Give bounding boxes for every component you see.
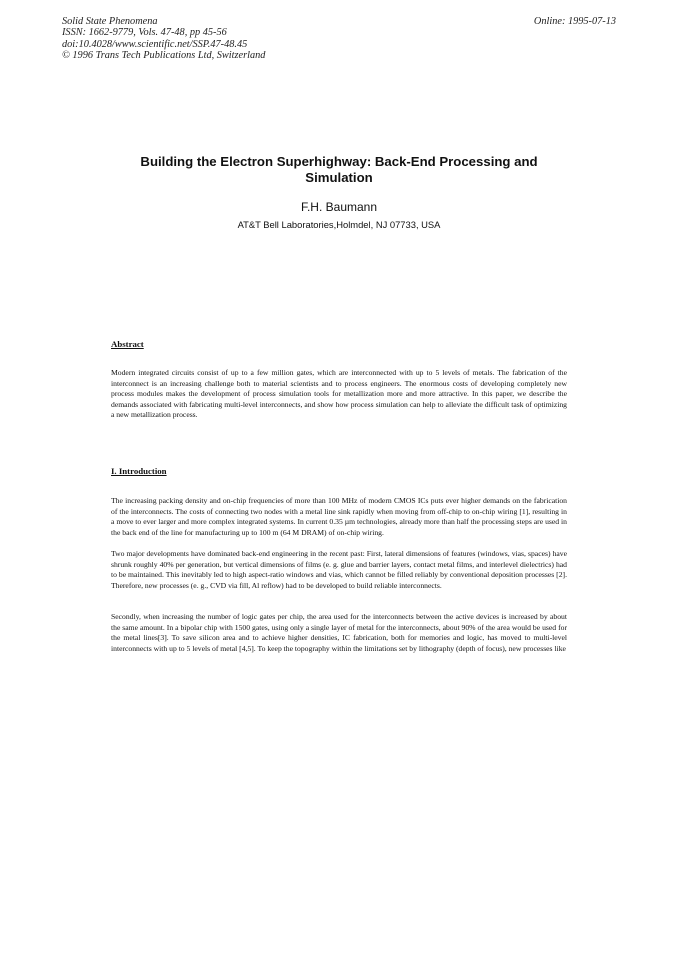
paper-title [100, 154, 578, 186]
copyright-line: © 1996 Trans Tech Publications Ltd, Switzerland [62, 50, 266, 62]
author-affiliation: AT&T Bell Laboratories,Holmdel, NJ 07733, USA [237, 219, 441, 230]
doi-line: doi:10.4028/www.scientific.net/SSP.47-48.45 [62, 38, 248, 50]
title-line-1: Building the Electron Superhighway: Back-End Processing and [140, 154, 538, 169]
abstract-text: Modern integrated circuits consist of up to a few million gates, which are interconnected with up to 5 levels of metals. The fabrication of the interconnect is an increasing challenge both to material scientists and to process engineers. The enormous costs of developing completely new process modules makes the development of process simulation tools for metallization more and more attractive. In this paper, we describe the demands associated with fabricating multi-level interconnects, and show how process simulation can help to alleviate the difficult task of optimizing a new metallization process. [111, 368, 567, 420]
journal-metadata [62, 16, 265, 62]
intro-paragraph-3: Secondly, when increasing the number of logic gates per chip, the area used for the interconnects between the active devices is increased by about the same amount. In a bipolar chip with 1500 gates, using only a single layer of metal for the interconnects, about 90% of the area would be used for the metal lines[3]. To save silicon area and to achieve higher densities, IC fabrication, both for memories and logic, has moved to multi-level interconnects with up to 5 levels of metal [4,5]. To keep the topography within the limitations set by lithography (depth of focus), new processes like [111, 612, 567, 653]
issn-line: ISSN: 1662-9779, Vols. 47-48, pp 45-56 [62, 27, 227, 39]
introduction-heading: I. Introduction [111, 466, 167, 476]
intro-paragraph-2: Two major developments have dominated back-end engineering in the recent past: First, lateral dimensions of features (windows, vias, spaces) have shrunk roughly 40% per generation, but vertical dimensions of films (e. g. glue and barrier layers, contact metal films, and interlevel dielectrics) had to be maintained. This inevitably led to high aspect-ratio windows and vias, which cannot be filled reliably by conventional deposition processes [2]. Therefore, new processes (e. g., CVD via fill, Al reflow) had to be developed to build reliable interconnects. [111, 549, 567, 590]
abstract-heading: Abstract [111, 339, 144, 349]
online-date: Online: 1995-07-13 [533, 16, 616, 27]
title-line-2: Simulation [305, 170, 373, 185]
intro-paragraph-1: The increasing packing density and on-chip frequencies of more than 100 MHz of modern CMOS ICs puts ever higher demands on the fabrication of the interconnects. The costs of connecting two nodes with a metal line sink rapidly when moving from off-chip to on-chip wiring [1], resulting in a move to ever larger and more complex integrated systems. In current 0.35 µm technologies, already more than half the processing steps are used in the back end of the line for manufacturing up to 100 m (64 M DRAM) of on-chip wiring. [111, 496, 567, 537]
journal-name: Solid State Phenomena [62, 16, 158, 27]
author-name: F.H. Baumann [300, 200, 378, 214]
